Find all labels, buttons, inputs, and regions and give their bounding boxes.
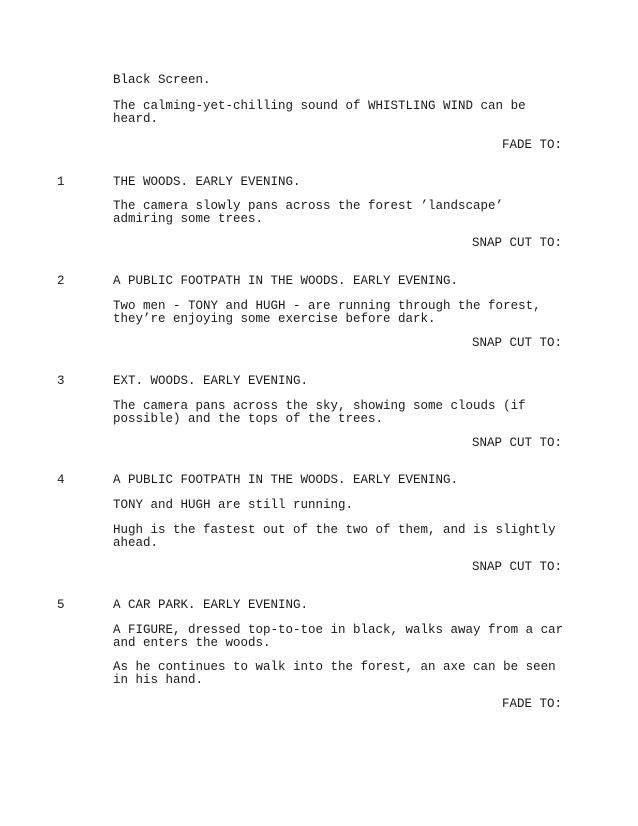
- action-line: possible) and the tops of the trees.: [113, 412, 384, 426]
- transition: FADE TO:: [501, 697, 562, 711]
- scene-number: 3: [57, 374, 65, 388]
- transition: SNAP CUT TO:: [471, 560, 562, 574]
- transition: SNAP CUT TO:: [471, 236, 562, 250]
- action-line: A FIGURE, dressed top-to-toe in black, walks away from a car: [113, 623, 564, 637]
- scene-heading: A PUBLIC FOOTPATH IN THE WOODS. EARLY EVENING.: [113, 473, 459, 487]
- action-line: and enters the woods.: [113, 636, 271, 650]
- action-line: The camera slowly pans across the forest ’landscape’: [113, 199, 504, 213]
- scene-number: 2: [57, 274, 65, 288]
- action-line: they’re enjoying some exercise before dark.: [113, 312, 436, 326]
- action-line: ahead.: [113, 536, 159, 550]
- action-line: The calming-yet-chilling sound of WHISTLING WIND can be: [113, 99, 526, 113]
- action-line: The camera pans across the sky, showing some clouds (if: [113, 399, 526, 413]
- transition: SNAP CUT TO:: [471, 336, 562, 350]
- action-line: Hugh is the fastest out of the two of them, and is slightly: [113, 523, 556, 537]
- action-line: As he continues to walk into the forest, an axe can be seen: [113, 660, 556, 674]
- scene-number: 5: [57, 598, 65, 612]
- scene-number: 4: [57, 473, 65, 487]
- scene-heading: A PUBLIC FOOTPATH IN THE WOODS. EARLY EVENING.: [113, 274, 459, 288]
- transition: SNAP CUT TO:: [471, 436, 562, 450]
- action-line: Black Screen.: [113, 73, 211, 87]
- action-line: heard.: [113, 112, 159, 126]
- scene-heading: A CAR PARK. EARLY EVENING.: [113, 598, 309, 612]
- action-line: admiring some trees.: [113, 212, 264, 226]
- action-line: TONY and HUGH are still running.: [113, 498, 354, 512]
- action-line: Two men - TONY and HUGH - are running through the forest,: [113, 299, 541, 313]
- scene-number: 1: [57, 175, 65, 189]
- scene-heading: EXT. WOODS. EARLY EVENING.: [113, 374, 309, 388]
- transition: FADE TO:: [501, 138, 562, 152]
- action-line: in his hand.: [113, 673, 204, 687]
- scene-heading: THE WOODS. EARLY EVENING.: [113, 175, 301, 189]
